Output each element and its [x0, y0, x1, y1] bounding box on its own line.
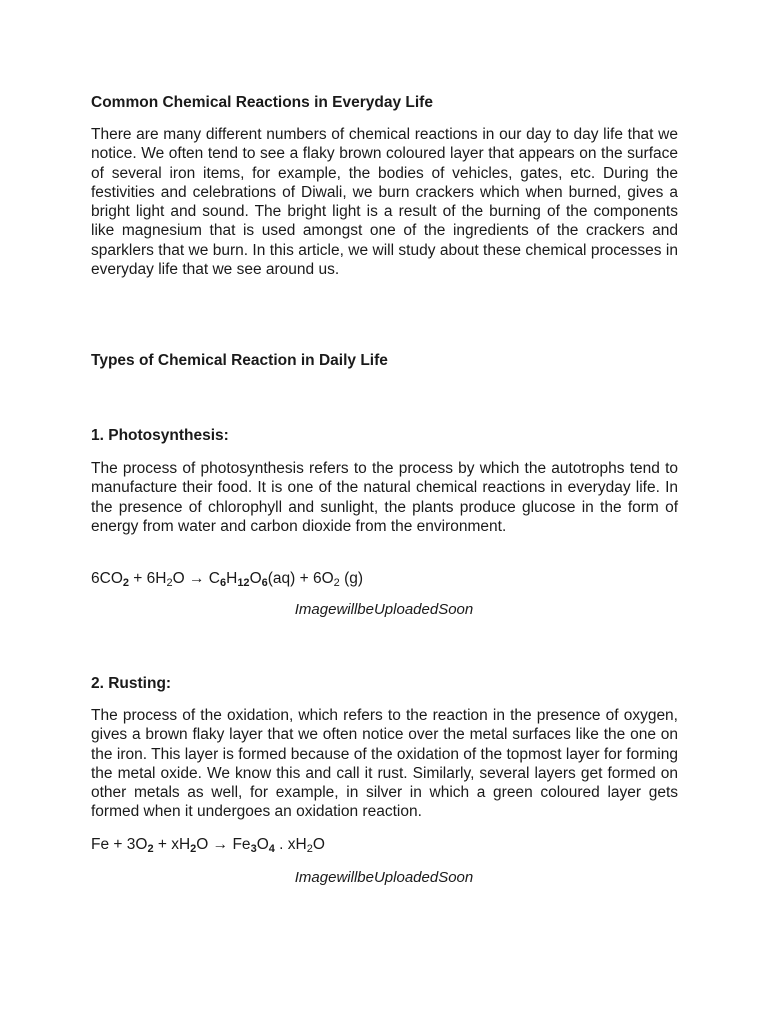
photosynthesis-image-placeholder: ImagewillbeUploadedSoon — [294, 601, 474, 618]
intro-paragraph: There are many different numbers of chemical reactions in our day to day life that we notice. We often tend to see a flaky brown coloured layer that appears on the surface of several iron items, for example, the bodies of vehicles, gates, etc. During the festivities and celebrations of Diwali, we burn crackers which when burned, gives a bright light and sound. The bright light is a result of the burning of the components like magnesium that is used amongst one of the ingredients of the crackers and sparklers that we burn. In this article, we will study about these chemical processes in everyday life that we see around us. — [91, 126, 678, 279]
rusting-image-placeholder: ImagewillbeUploadedSoon — [294, 869, 474, 886]
photosynthesis-equation: $6CO_2 + 6H_2O \to C_6H_{12}O_6(aq) + 6O_2$ (g) — [91, 570, 364, 589]
photosynthesis-heading: 1. Photosynthesis: — [91, 427, 229, 444]
rusting-equation: $Fe + 3O_2 + xH_2O \to Fe_3O_4$ . $xH_2O$ — [91, 836, 325, 855]
rusting-paragraph: The process of the oxidation, which refers to the reaction in the presence of oxygen, gives a brown flaky layer that we often notice over the metal surfaces like the one on the iron. This layer is formed because of the oxidation of the topmost layer for forming the metal oxide. We know this and call it rust. Similarly, several layers get formed on other metals as well, for example, in silver in which a green coloured layer gets formed when it undergoes an oxidation reaction. — [91, 707, 678, 821]
photosynthesis-paragraph: The process of photosynthesis refers to the process by which the autotrophs tend to manufacture their food. It is one of the natural chemical reactions in everyday life. In the presence of chlorophyll and sunlight, the plants produce glucose in the form of energy from water and carbon dioxide from the environment. — [91, 460, 678, 535]
types-heading: Types of Chemical Reaction in Daily Life — [91, 352, 388, 369]
intro-title: Common Chemical Reactions in Everyday Life — [91, 94, 433, 111]
rusting-heading: 2. Rusting: — [91, 675, 172, 692]
